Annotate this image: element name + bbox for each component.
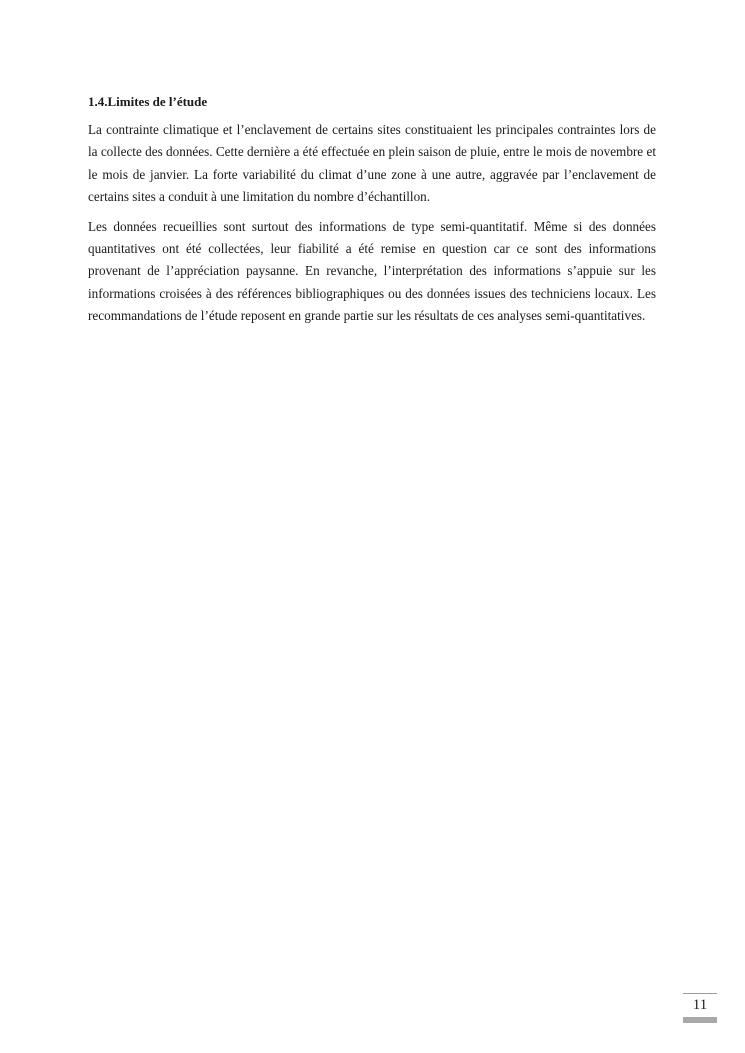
page-number-bar xyxy=(683,1017,717,1023)
page-content xyxy=(88,92,656,335)
page-number-rule xyxy=(683,993,717,994)
page-number: 11 xyxy=(692,997,708,1013)
paragraph-constraints: La contrainte climatique et l’enclavement de certains sites constituaient les principales contraintes lors de la collecte des données. Cette dernière a été effectuée en plein saison de pluie, entre le mois de novembre et le mois de janvier. La forte variabilité du climat d’une zone à une autre, aggravée par l’enclavement de certains sites a conduit à une limitation du nombre d’échantillon. xyxy=(88,122,656,205)
paragraph-data-nature: Les données recueillies sont surtout des informations de type semi-quantitatif. Même si des données quantitatives ont été collectées, leur fiabilité a été remise en question car ce sont des informations provenant de l’appréciation paysanne. En revanche, l’interprétation des informations s’appuie sur les informations croisées à des références bibliographiques ou des données issues des techniciens locaux. Les recommandations de l’étude reposent en grande partie sur les résultats de ces analyses semi-quantitatives. xyxy=(88,218,656,324)
section-heading: 1.4.Limites de l’étude xyxy=(88,94,208,109)
page-number-box xyxy=(683,993,717,1023)
